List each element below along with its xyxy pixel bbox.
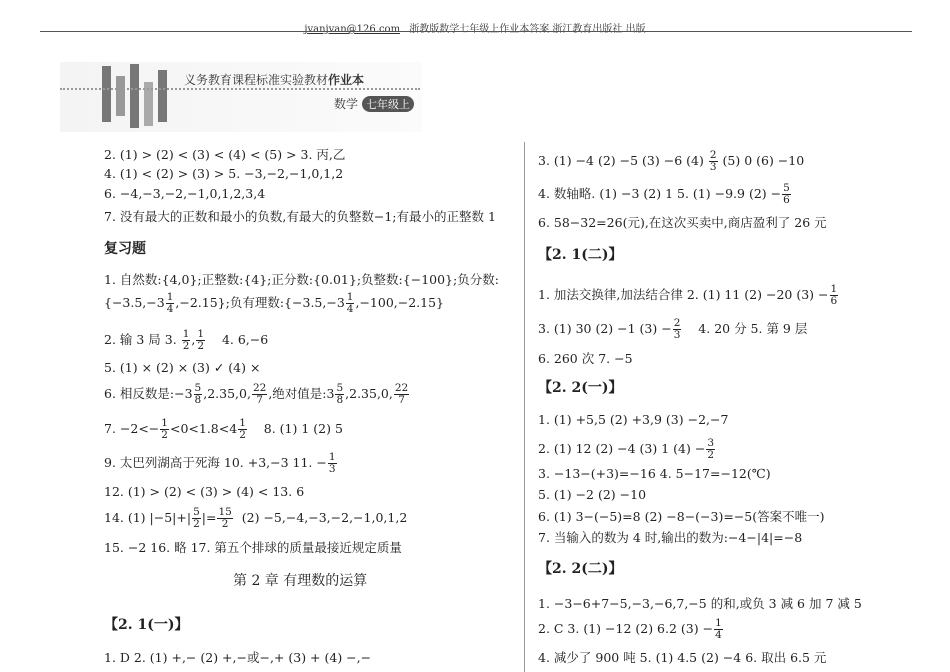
fraction: $\frac{1}{3}$ [328, 451, 336, 475]
answer-line: 2. C 3. (1) −12 (2) 6.2 (3) − $\frac{1}{4}$ [538, 617, 722, 641]
fraction: $\frac{22}{7}$ [252, 382, 267, 406]
answer-line: 2. (1) > (2) < (3) < (4) < (5) > 3. 丙,乙 [104, 147, 346, 162]
answer-line: 2. 输 3 局 3. $\frac{1}{2}$ , $\frac{1}{2}$ 4. 6,−6 [104, 328, 269, 352]
answer-line: 3. −13−(+3)=−16 4. 5−17=−12(℃) [538, 466, 771, 481]
answer-line: 7. −2<− $\frac{1}{2}$ <0<1.8<4 $\frac{1}{2}$ 8. (1) 1 (2) 5 [104, 417, 343, 441]
banner-bar [116, 76, 125, 116]
banner-bar [102, 66, 111, 122]
book-banner [60, 62, 422, 132]
fraction: $\frac{2}{3}$ [709, 149, 717, 173]
column-divider [524, 142, 525, 672]
fraction: $\frac{1}{2}$ [197, 328, 205, 352]
answer-line: 2. (1) 12 (2) −4 (3) 1 (4) − $\frac{3}{2}$ [538, 437, 714, 461]
answer-line: 3. (1) −4 (2) −5 (3) −6 (4) $\frac{2}{3}$ (5) 0 (6) −10 [538, 149, 805, 173]
banner-title: 义务教育课程标准实验教材作业本 [184, 73, 365, 87]
fraction: $\frac{5}{2}$ [193, 506, 200, 530]
answer-line: 12. (1) > (2) < (3) > (4) < 13. 6 [104, 484, 305, 499]
header-text: 浙教版数学七年级上作业本答案 浙江教育出版社 出版 [409, 24, 646, 35]
answer-line: 4. (1) < (2) > (3) > 5. −3,−2,−1,0,1,2 [104, 166, 344, 181]
answer-line: 1. −3−6+7−5,−3,−6,7,−5 的和,或负 3 减 6 加 7 减 5 [538, 596, 862, 611]
answer-line: 5. (1) −2 (2) −10 [538, 487, 647, 502]
fraction: $\frac{1}{2}$ [239, 417, 246, 441]
section-title: 【2. 2(二)】 [538, 561, 623, 577]
section-title: 【2. 1(二)】 [538, 247, 623, 263]
section-title: 复习题 [104, 241, 146, 257]
fraction: $\frac{22}{7}$ [394, 382, 409, 406]
answer-line: 6. 58−32=26(元),在这次买卖中,商店盈利了 26 元 [538, 215, 827, 230]
banner-bar [158, 70, 167, 122]
answer-line: 5. (1) × (2) × (3) ✓ (4) × [104, 360, 261, 375]
fraction: $\frac{1}{4}$ [715, 617, 722, 641]
section-title: 【2. 1(一)】 [104, 617, 189, 633]
answer-line: 9. 太巴列湖高于死海 10. +3,−3 11. − $\frac{1}{3}$ [104, 451, 336, 475]
fraction: $\frac{5}{6}$ [783, 182, 790, 206]
answer-line: 6. 260 次 7. −5 [538, 351, 633, 366]
answer-line: 14. (1) |−5|+| $\frac{5}{2}$ |= $\frac{15}{2}$ (2) −5,−4,−3,−2,−1,0,1,2 [104, 506, 408, 530]
fraction: $\frac{1}{2}$ [182, 328, 190, 352]
fraction: $\frac{1}{4}$ [346, 291, 354, 315]
header-rule [40, 31, 912, 32]
answer-line: 6. (1) 3−(−5)=8 (2) −8−(−3)=−5(答案不唯一) [538, 509, 825, 524]
banner-subtitle: 数学 七年级上 [334, 95, 414, 112]
answer-line: 1. 加法交换律,加法结合律 2. (1) 11 (2) −20 (3) − $\frac{1}{6}$ [538, 283, 838, 307]
answer-line: 1. 自然数:{4,0};正整数:{4};正分数:{0.01};负整数:{−100};负分数: [104, 272, 499, 287]
page-header [0, 20, 950, 35]
fraction: $\frac{3}{2}$ [707, 437, 714, 461]
answer-line: 1. (1) +5,5 (2) +3,9 (3) −2,−7 [538, 412, 729, 427]
answer-line: 1. D 2. (1) +,− (2) +,−或−,+ (3) + (4) −,− [104, 650, 372, 665]
fraction: $\frac{15}{2}$ [218, 506, 232, 530]
chapter-title: 第 2 章 有理数的运算 [233, 573, 368, 589]
section-title: 【2. 2(一)】 [538, 380, 623, 396]
answer-line: 7. 没有最大的正数和最小的负数,有最大的负整数−1;有最小的正整数 1 [104, 209, 496, 224]
fraction: $\frac{1}{6}$ [830, 283, 838, 307]
answer-line: 7. 当输入的数为 4 时,输出的数为:−4−|4|=−8 [538, 530, 803, 545]
answer-line: 4. 减少了 900 吨 5. (1) 4.5 (2) −4 6. 取出 6.5 元 [538, 650, 827, 665]
answer-line: 3. (1) 30 (2) −1 (3) − $\frac{2}{3}$ 4. 20 分 5. 第 9 层 [538, 317, 808, 341]
fraction: $\frac{1}{2}$ [161, 417, 168, 441]
answer-line: 6. 相反数是:−3 $\frac{5}{8}$ ,2.35,0, $\frac{22}{7}$ ,绝对值是:3 $\frac{5}{8}$ ,2.35,0, $\frac{22}{7}$ [104, 382, 409, 406]
answer-line: {−3.5,−3 $\frac{1}{4}$ ,−2.15};负有理数:{−3.5,−3 $\frac{1}{4}$ ,−100,−2.15} [104, 291, 445, 315]
fraction: $\frac{2}{3}$ [673, 317, 681, 341]
banner-dotted-line [60, 88, 420, 90]
grade-badge: 七年级上 [362, 96, 414, 112]
answer-line: 15. −2 16. 略 17. 第五个排球的质量最接近规定质量 [104, 540, 402, 555]
header-email[interactable]: jvanjvan@126.com [304, 24, 401, 35]
answer-line: 6. −4,−3,−2,−1,0,1,2,3,4 [104, 186, 266, 201]
fraction: $\frac{1}{4}$ [166, 291, 174, 315]
fraction: $\frac{5}{8}$ [336, 382, 344, 406]
answer-line: 4. 数轴略. (1) −3 (2) 1 5. (1) −9.9 (2) − $\frac{5}{6}$ [538, 182, 790, 206]
fraction: $\frac{5}{8}$ [194, 382, 202, 406]
banner-bar [130, 64, 139, 128]
